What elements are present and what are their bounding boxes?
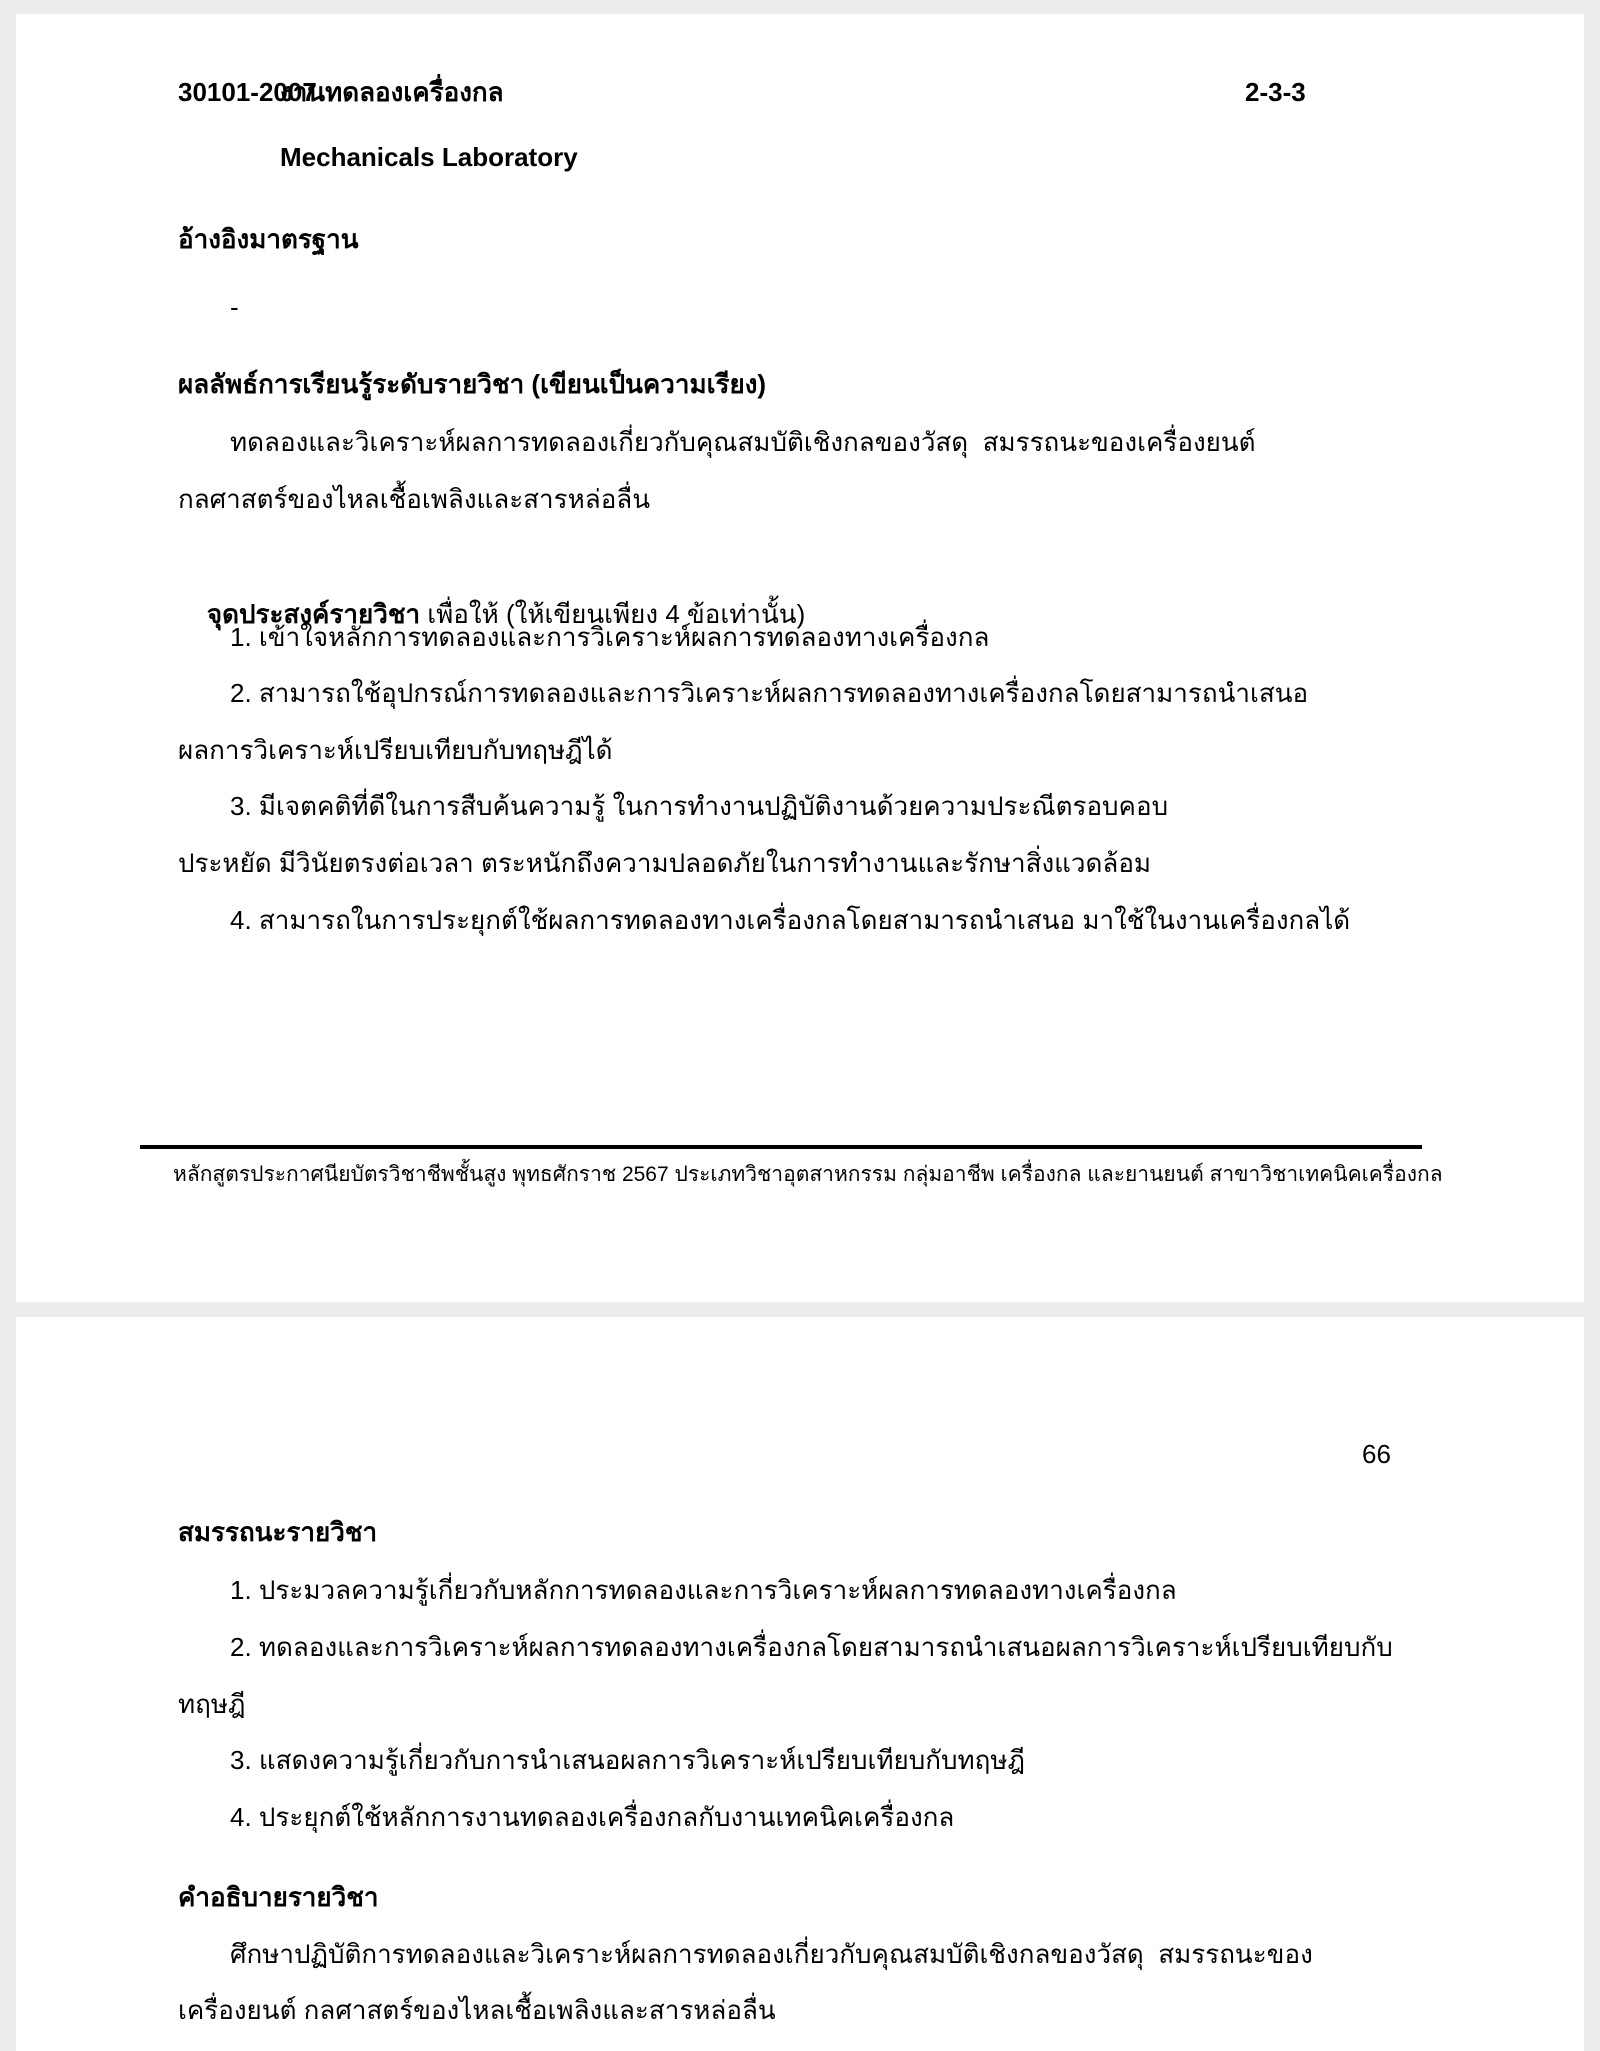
competency-item: 2. ทดลองและการวิเคราะห์ผลการทดลองทางเครื่องกลโดยสามารถนำเสนอผลการวิเคราะห์เปรียบเทียบกับ bbox=[230, 1632, 1393, 1662]
reference-standard-value: - bbox=[230, 292, 239, 322]
competency-item: 1. ประมวลความรู้เกี่ยวกับหลักการทดลองและการวิเคราะห์ผลการทดลองทางเครื่องกล bbox=[230, 1575, 1177, 1605]
document-page-2 bbox=[16, 1317, 1584, 2051]
competency-heading: สมรรถนะรายวิชา bbox=[178, 1517, 378, 1547]
course-description-heading: คำอธิบายรายวิชา bbox=[178, 1882, 379, 1912]
objective-item: 3. มีเจตคติที่ดีในการสืบค้นความรู้ ในการทำงานปฏิบัติงานด้วยความประณีตรอบคอบ bbox=[230, 791, 1169, 821]
learning-outcome-heading: ผลลัพธ์การเรียนรู้ระดับรายวิชา (เขียนเป็นความเรียง) bbox=[178, 369, 767, 399]
course-description-text: ศึกษาปฏิบัติการทดลองและวิเคราะห์ผลการทดลองเกี่ยวกับคุณสมบัติเชิงกลของวัสดุ สมรรถนะของ bbox=[230, 1939, 1313, 1969]
course-title-thai: งานทดลองเครื่องกล bbox=[280, 77, 504, 107]
course-credits: 2-3-3 bbox=[1245, 77, 1306, 107]
objectives-heading-title: จุดประสงค์รายวิชา bbox=[206, 599, 421, 629]
objective-item-continuation: ประหยัด มีวินัยตรงต่อเวลา ตระหนักถึงความปลอดภัยในการทำงานและรักษาสิ่งแวดล้อม bbox=[178, 848, 1152, 878]
page-number: 66 bbox=[1362, 1439, 1391, 1469]
competency-item-continuation: ทฤษฎี bbox=[178, 1689, 246, 1719]
footer-divider-line bbox=[140, 1145, 1422, 1149]
objective-item-continuation: ผลการวิเคราะห์เปรียบเทียบกับทฤษฎีได้ bbox=[178, 735, 613, 765]
competency-item: 4. ประยุกต์ใช้หลักการงานทดลองเครื่องกลกับงานเทคนิคเครื่องกล bbox=[230, 1802, 955, 1832]
course-description-text: เครื่องยนต์ กลศาสตร์ของไหลเชื้อเพลิงและสารหล่อลื่น bbox=[178, 1995, 776, 2025]
objective-item: 1. เข้าใจหลักการทดลองและการวิเคราะห์ผลการทดลองทางเครื่องกล bbox=[230, 622, 990, 652]
objective-item: 4. สามารถในการประยุกต์ใช้ผลการทดลองทางเครื่องกลโดยสามารถนำเสนอ มาใช้ในงานเครื่องกลได้ bbox=[230, 905, 1351, 935]
competency-item: 3. แสดงความรู้เกี่ยวกับการนำเสนอผลการวิเคราะห์เปรียบเทียบกับทฤษฎี bbox=[230, 1745, 1025, 1775]
document-page-1 bbox=[16, 14, 1584, 1302]
objectives-heading-note: เพื่อให้ (ให้เขียนเพียง 4 ข้อเท่านั้น) bbox=[420, 599, 806, 629]
reference-standard-heading: อ้างอิงมาตรฐาน bbox=[178, 224, 359, 254]
curriculum-footer-text: หลักสูตรประกาศนียบัตรวิชาชีพชั้นสูง พุทธศักราช 2567 ประเภทวิชาอุตสาหกรรม กลุ่มอาชีพ เครื่องกล และยานยนต์ สาขาวิชาเทคนิคเครื่องกล bbox=[173, 1163, 1443, 1186]
learning-outcome-text: กลศาสตร์ของไหลเชื้อเพลิงและสารหล่อลื่น bbox=[178, 484, 651, 514]
course-title-english: Mechanicals Laboratory bbox=[280, 142, 578, 172]
objective-item: 2. สามารถใช้อุปกรณ์การทดลองและการวิเคราะห์ผลการทดลองทางเครื่องกลโดยสามารถนำเสนอ bbox=[230, 678, 1309, 708]
course-code: 30101-2007 bbox=[178, 77, 317, 107]
learning-outcome-text: ทดลองและวิเคราะห์ผลการทดลองเกี่ยวกับคุณสมบัติเชิงกลของวัสดุ สมรรถนะของเครื่องยนต์ bbox=[230, 427, 1256, 457]
